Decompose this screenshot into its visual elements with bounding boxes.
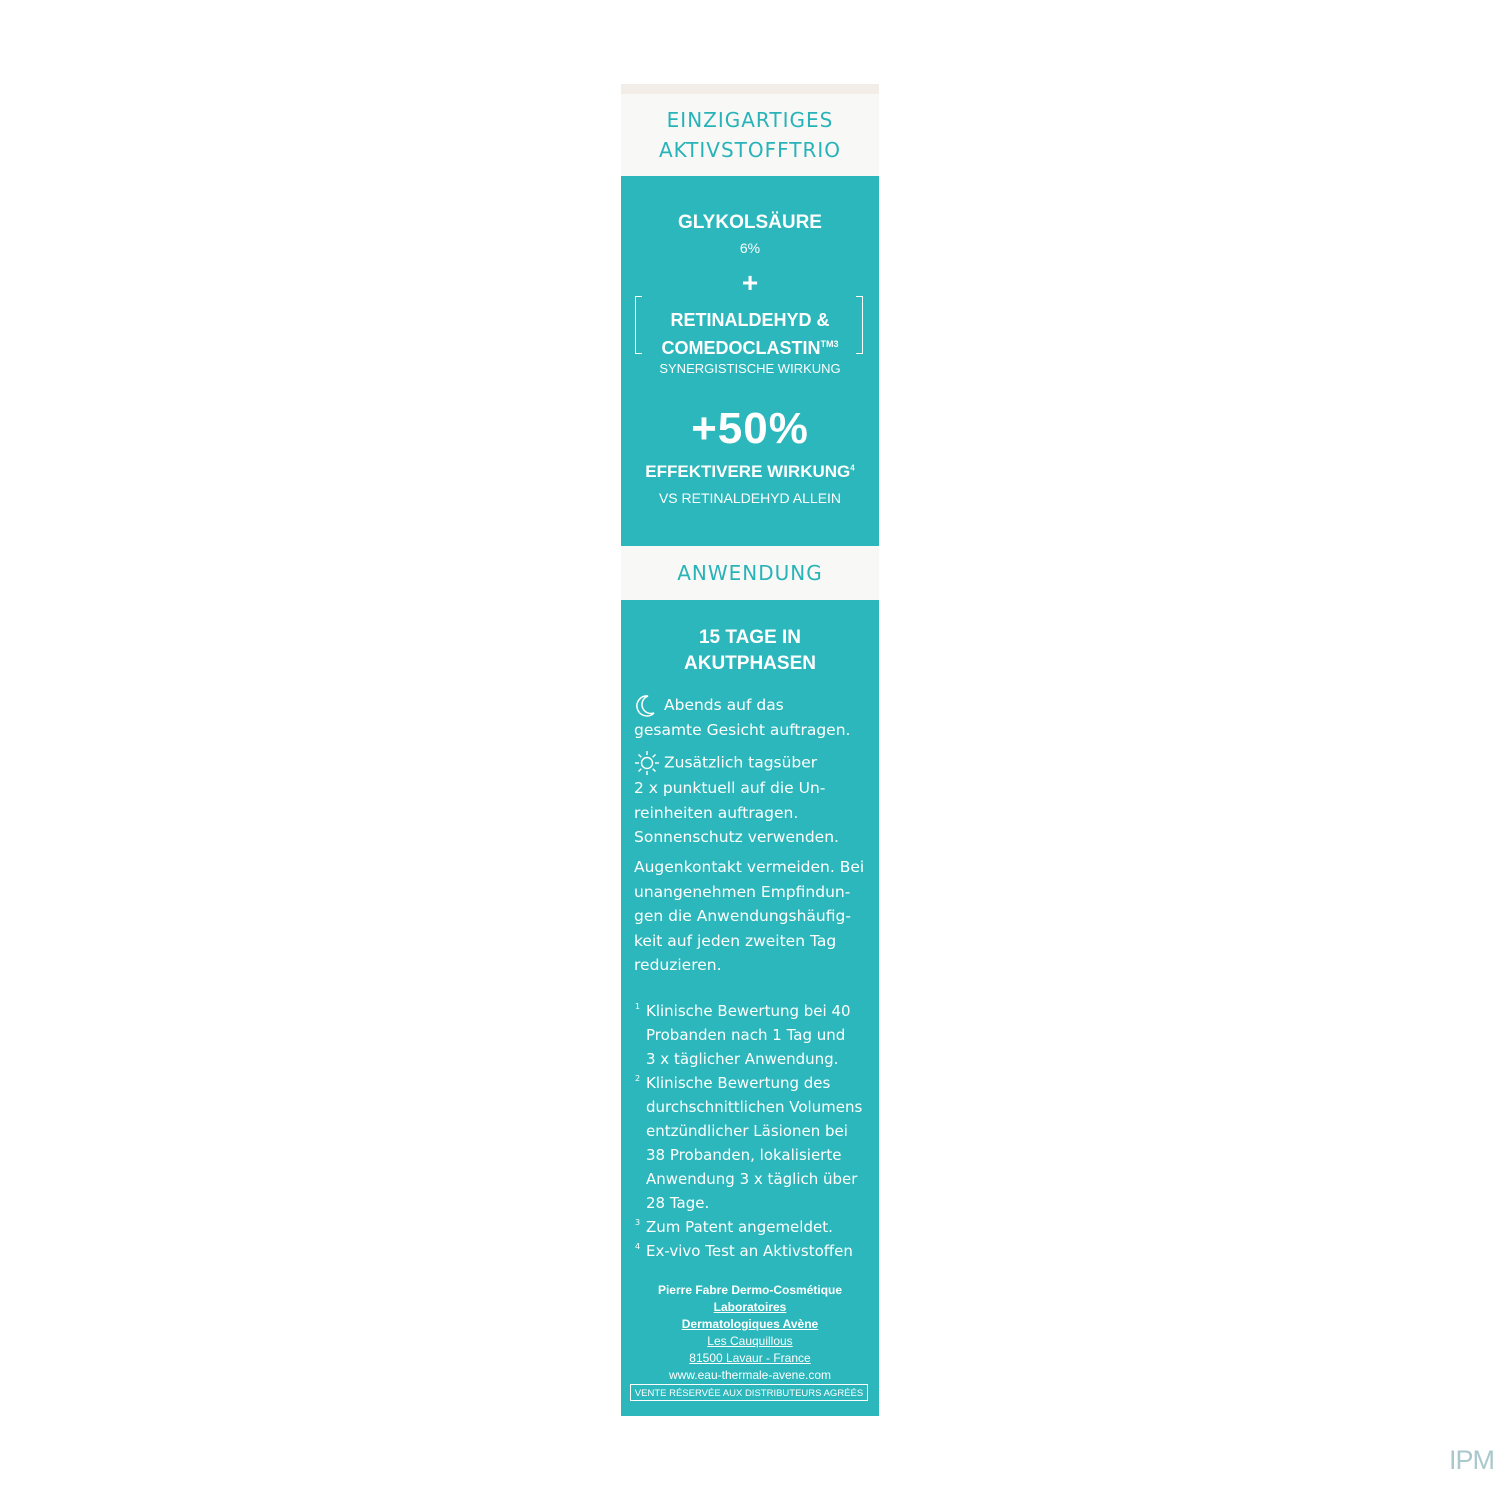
effective-claim-line (621, 462, 879, 482)
footnote-line: Klinische Bewertung des (646, 1074, 831, 1092)
watermark-logo: IPM (1449, 1445, 1495, 1475)
effective-claim-text: EFFEKTIVERE WIRKUNG (645, 462, 851, 481)
box-top-edge (621, 84, 879, 94)
footnote-number: 2 (635, 1074, 641, 1083)
footnote-line: Ex-vivo Test an Aktivstoffen (646, 1242, 853, 1260)
night-line-1 (634, 693, 866, 718)
night-instruction (634, 693, 866, 742)
footnote-line: 3 x täglicher Anwendung. (646, 1050, 839, 1068)
retinal-line1: RETINALDEHYD & (670, 310, 830, 330)
sun-icon (634, 750, 660, 776)
comedoclastin-text: COMEDOCLASTIN (661, 338, 821, 358)
retinal-line2 (621, 332, 879, 360)
trademark-sup: TM3 (820, 339, 839, 349)
manufacturer-address (621, 1282, 879, 1384)
synergy-label: SYNERGISTISCHE WIRKUNG (659, 361, 841, 376)
day-line-3: reinheiten auftragen. (634, 803, 799, 822)
distribution-notice: VENTE RÉSERVÉE AUX DISTRIBUTEURS AGRÉÉS (630, 1384, 868, 1401)
acute-phase-line2: AKUTPHASEN (684, 653, 816, 674)
day-instruction (634, 750, 866, 850)
glycolic-acid-percent: 6% (739, 240, 761, 256)
website: www.eau-thermale-avene.com (668, 1368, 832, 1382)
warning-text (634, 855, 866, 978)
day-line-4: Sonnenschutz verwenden. (634, 828, 839, 846)
footnote-2 (634, 1071, 866, 1215)
address-line-5: 81500 Lavaur - France (689, 1351, 811, 1365)
warning-line-3: gen die Anwendungshäufig- (634, 907, 851, 925)
footnote-line: Probanden nach 1 Tag und (646, 1026, 846, 1044)
warning-line-1: Augenkontakt vermeiden. Bei (634, 858, 865, 876)
warning-line-5: reduzieren. (634, 956, 722, 974)
footnote-line: Klinische Bewertung bei 40 (646, 1002, 851, 1020)
footnotes (634, 999, 866, 1263)
product-side-panel (621, 84, 879, 1416)
footnote-line: 28 Tage. (646, 1194, 710, 1212)
footnote-3 (634, 1215, 866, 1239)
band-title-line1: EINZIGARTIGES (666, 108, 834, 132)
plus-50-percent-claim: +50% (691, 404, 809, 453)
day-line-1 (634, 750, 866, 776)
address-line-3: Dermatologiques Avène (681, 1317, 819, 1331)
footnote-line: Anwendung 3 x täglich über (646, 1170, 858, 1188)
footnote-number: 1 (635, 1002, 641, 1011)
footnote-line: 38 Probanden, lokalisierte (646, 1146, 842, 1164)
day-text-1: Zusätzlich tagsüber (664, 753, 818, 772)
footnote-1 (634, 999, 866, 1071)
night-text-1: Abends auf das (664, 696, 784, 714)
footnote-line: Zum Patent angemeldet. (646, 1218, 833, 1236)
address-line-2: Laboratoires (713, 1300, 787, 1314)
acute-phase-heading (621, 625, 879, 677)
header-band-active-trio (621, 94, 879, 176)
footnote-line: entzündlicher Läsionen bei (646, 1122, 848, 1140)
warning-line-2: unangenehmen Empfindun- (634, 882, 851, 901)
address-line-1: Pierre Fabre Dermo-Cosmétique (657, 1283, 843, 1297)
glycolic-acid-label: GLYKOLSÄURE (678, 212, 822, 233)
footnote-line: durchschnittlichen Volumens (646, 1098, 863, 1116)
day-line-2: 2 x punktuell auf die Un- (634, 779, 826, 797)
moon-icon (634, 694, 658, 718)
effective-claim-sup: 4 (850, 463, 855, 473)
header-band-usage: ANWENDUNG (621, 546, 879, 600)
address-line-4: Les Cauquillous (707, 1334, 793, 1348)
night-line-2: gesamte Gesicht auftragen. (634, 720, 851, 739)
footnote-number: 3 (635, 1218, 641, 1227)
warning-line-4: keit auf jeden zweiten Tag (634, 931, 837, 950)
comparison-note: VS RETINALDEHYD ALLEIN (658, 490, 842, 506)
acute-phase-line1: 15 TAGE IN (698, 627, 802, 648)
retinal-comedoclastin-label (621, 308, 879, 360)
footnote-4 (634, 1239, 866, 1263)
footnote-number: 4 (635, 1242, 641, 1251)
band-title-line2: AKTIVSTOFFTRIO (658, 138, 842, 162)
plus-sign: + (741, 267, 759, 298)
